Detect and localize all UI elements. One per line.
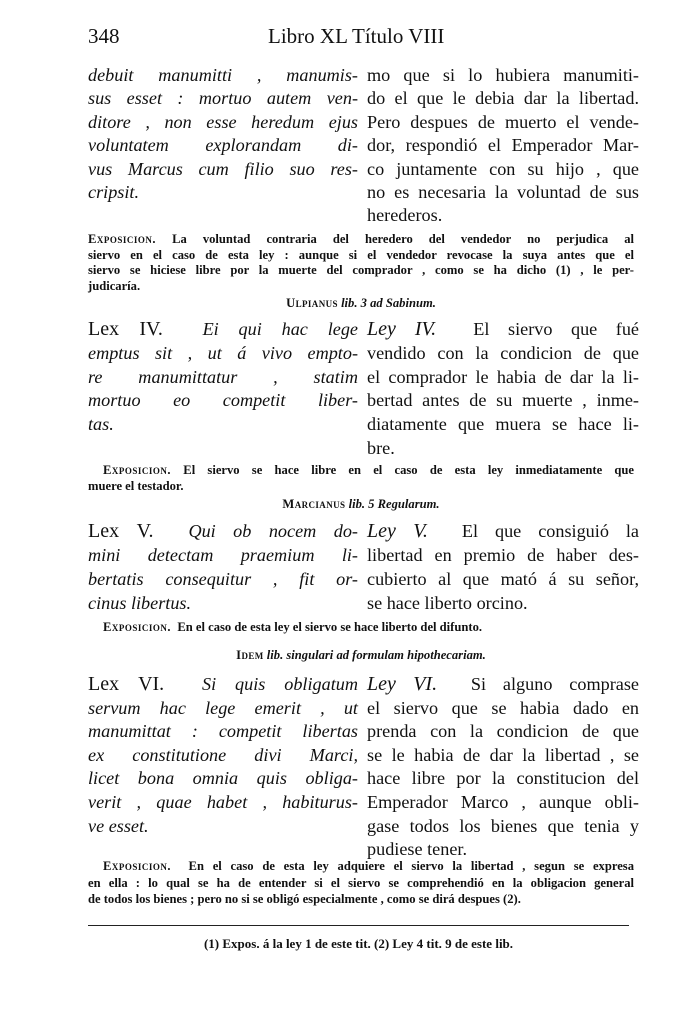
exposicion-text: El siervo se hace libre en el caso de esta ley inmediatamente que	[183, 463, 634, 477]
exposicion-4-continued	[88, 479, 634, 495]
latin-line: tas.	[88, 414, 114, 435]
spanish-line: hace libre por la constitucion del	[367, 768, 639, 789]
latin-line: ex constitutione divi Marci,	[88, 744, 358, 765]
exposicion-1	[88, 232, 634, 294]
exposicion-text: En el caso de esta ley el siervo se hace liberto del difunto.	[177, 620, 483, 634]
latin-line: mini detectam praemium li-	[88, 545, 358, 565]
ley-heading: Ley IV.	[367, 318, 437, 340]
lex-heading: Lex IV.	[88, 318, 163, 340]
footnote: (1) Expos. á la ley 1 de este tit. (2) Ley 4 tit. 9 de este lib.	[203, 936, 514, 951]
source-author: Idem	[236, 648, 264, 662]
spanish-line: diatamente que muera se hace li-	[367, 414, 639, 435]
latin-line: emptus sit , ut á vivo empto-	[88, 342, 358, 363]
lex-heading: Lex V.	[88, 520, 154, 542]
source-work: lib. singulari ad formulam hipothecariam.	[266, 648, 486, 662]
lex-heading: Lex VI.	[88, 673, 165, 695]
spanish-column-ley6	[367, 673, 639, 862]
spanish-line: prenda con la condicion de que	[367, 721, 639, 742]
page-header	[88, 24, 628, 54]
exposicion-text: muere el testador.	[88, 479, 184, 493]
spanish-line: Emperador Marco , aunque obli-	[367, 791, 639, 812]
latin-line: Si quis obligatum	[201, 674, 358, 694]
ley-heading: Ley V.	[367, 520, 428, 542]
latin-line: Ei qui hac lege	[202, 319, 358, 339]
spanish-line: pudiese tener.	[367, 839, 467, 860]
latin-line: vus Marcus cum filio suo res-	[88, 158, 358, 179]
latin-line: Qui ob nocem do-	[188, 521, 358, 541]
spanish-column-1	[367, 64, 639, 228]
latin-column-lex4	[88, 318, 358, 437]
latin-line: ditore , non esse heredum ejus	[88, 111, 358, 132]
latin-line: sus esset : mortuo autem ven-	[88, 88, 358, 109]
exposicion-text: judicaría.	[88, 278, 141, 293]
spanish-line: bre.	[367, 437, 395, 458]
spanish-line: el comprador le habia de dar la li-	[367, 366, 639, 387]
latin-column-lex5	[88, 519, 358, 615]
source-citation-1	[88, 296, 634, 311]
latin-line: verit , quae habet , habiturus-	[88, 791, 358, 812]
exposicion-text: siervo se hiciese libre por la muerte del comprador , como se ha dicho (1) , le per-	[88, 263, 634, 278]
latin-line: voluntatem explorandam di-	[88, 135, 358, 156]
latin-line: servum hac lege emerit , ut	[88, 697, 358, 718]
spanish-line: no es necesaria la voluntad de sus	[367, 182, 639, 203]
spanish-line: Pero despues de muerto el vende-	[367, 111, 639, 132]
exposicion-label: Exposicion.	[88, 232, 157, 246]
page-number: 348	[88, 24, 120, 48]
latin-line: mortuo eo competit liber-	[88, 390, 358, 411]
exposicion-text: siervo en el caso de esta ley : aunque si el vendedor revocase la suya antes que el	[88, 247, 634, 262]
spanish-line: el siervo que se habia dado en	[367, 697, 639, 718]
footnote-rule	[88, 925, 629, 926]
spanish-line: mo que si lo hubiera manumiti-	[367, 65, 639, 85]
source-citation-4	[88, 497, 634, 512]
exposicion-4	[103, 463, 634, 479]
latin-line: manumittat : competit libertas	[88, 721, 358, 742]
spanish-line: Si alguno comprase	[470, 674, 639, 694]
exposicion-label: Exposicion.	[103, 620, 172, 634]
spanish-line: se hace liberto orcino.	[367, 593, 528, 613]
latin-column-1	[88, 64, 358, 204]
source-citation-5	[88, 648, 634, 663]
spanish-column-ley5	[367, 519, 639, 615]
spanish-line: bertad antes de su muerte , inme-	[367, 390, 639, 411]
spanish-line: dor, respondió el Emperador Mar-	[367, 135, 639, 156]
latin-line: debuit manumitti , manumis-	[88, 65, 358, 85]
spanish-line: El que consiguió la	[461, 521, 640, 541]
spanish-line: cubierto al que mató á su señor,	[367, 569, 639, 589]
spanish-line: herederos.	[367, 205, 443, 226]
latin-line: bertatis consequitur , fit or-	[88, 569, 358, 589]
source-work: lib. 3 ad Sabinum.	[341, 296, 436, 310]
exposicion-5	[103, 620, 634, 636]
exposicion-label: Exposicion.	[103, 859, 172, 873]
exposicion-text: En el caso de esta ley adquiere el siervo la libertad , segun se expresa	[188, 859, 634, 873]
source-author: Marcianus	[282, 497, 346, 511]
latin-line: re manumittatur , statim	[88, 366, 358, 387]
spanish-line: gase todos los bienes que tenia y	[367, 815, 639, 836]
spanish-column-ley4	[367, 318, 639, 461]
spanish-line: se le habia de dar la libertad , se	[367, 744, 639, 765]
exposicion-text: La voluntad contraria del heredero del vendedor no perjudica al	[172, 232, 634, 246]
spanish-line: vendido con la condicion de que	[367, 342, 639, 363]
exposicion-6-continued	[88, 876, 634, 907]
running-title: Libro XL Título VIII	[268, 24, 445, 48]
latin-column-lex6	[88, 673, 358, 838]
latin-line: licet bona omnia quis obliga-	[88, 768, 358, 789]
exposicion-text: en ella : lo qual se ha de entender si el siervo se comprehendió en la obligacion general	[88, 876, 634, 890]
source-author: Ulpianus	[286, 296, 338, 310]
exposicion-6	[103, 859, 634, 875]
latin-line: cripsit.	[88, 182, 140, 203]
spanish-line: co juntamente con su hijo , que	[367, 158, 639, 179]
spanish-line: libertad en premio de haber des-	[367, 545, 639, 565]
exposicion-text: de todos los bienes ; pero no si se obligó especialmente , como se dirá despues (2).	[88, 891, 521, 906]
latin-line: cinus libertus.	[88, 593, 192, 613]
exposicion-label: Exposicion.	[103, 463, 172, 477]
ley-heading: Ley VI.	[367, 673, 438, 695]
spanish-line: El siervo que fué	[473, 319, 640, 339]
source-work: lib. 5 Regularum.	[348, 497, 440, 511]
spanish-line: do el que le debia dar la libertad.	[367, 88, 639, 109]
latin-line: ve esset.	[88, 815, 149, 836]
